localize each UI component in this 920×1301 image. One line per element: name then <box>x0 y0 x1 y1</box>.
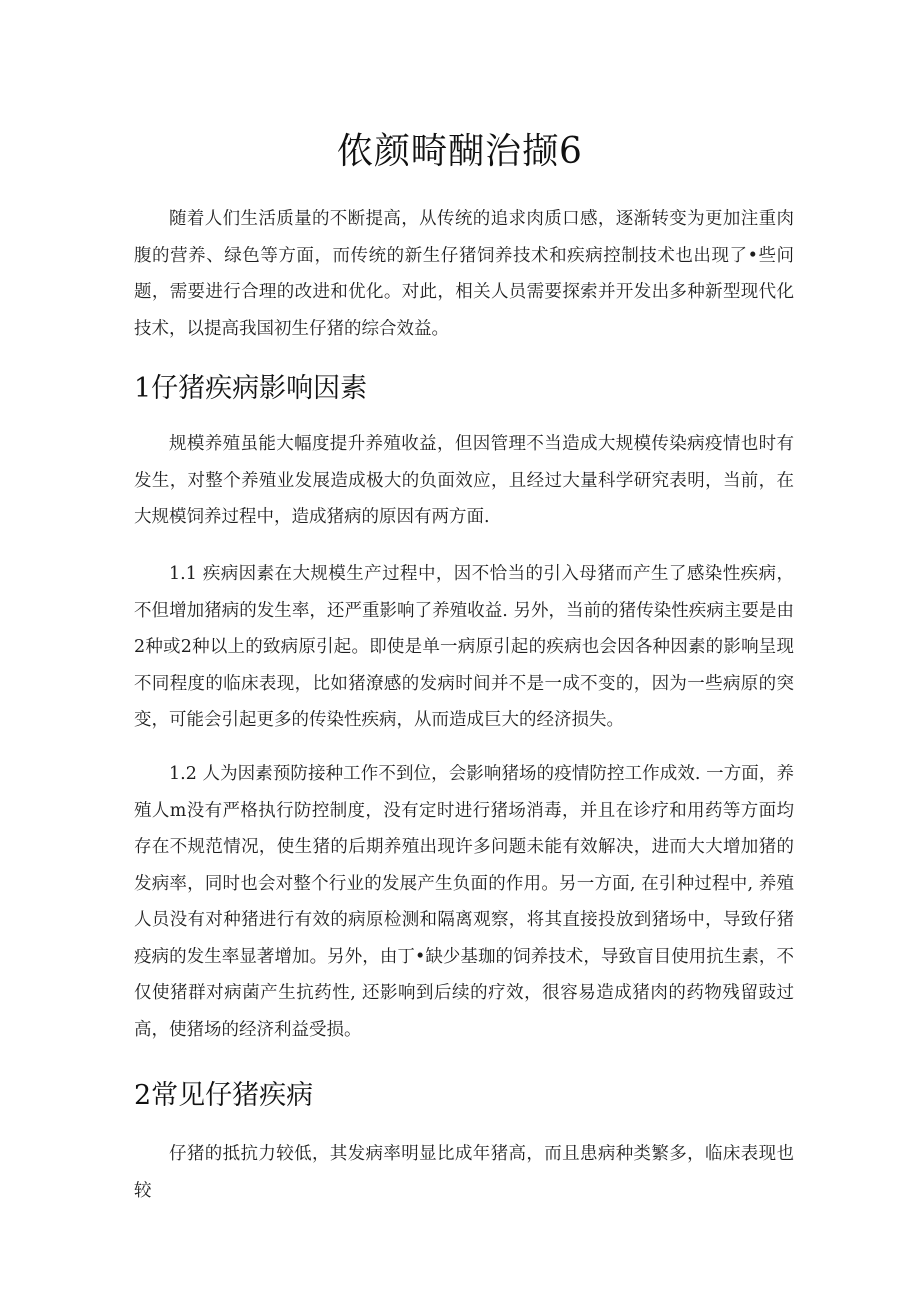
section-heading-1: 1仔猪疾病影响因素 <box>134 373 368 404</box>
section1-intro-paragraph: 规模养殖虽能大幅度提升养殖收益，但因管理不当造成大规模传染病疫情也时有发生，对整个养殖业发展造成极大的负面效应，且经过大量科学研究表明，当前，在大规模饲养过程中，造成猪病的原因有两方面. <box>134 434 794 527</box>
section2-intro-paragraph: 仔猪的抵抗力较低，其发病率明显比成年猪高，而且患病种类繁多，临床表现也较 <box>134 1144 794 1201</box>
document-title: 侬颜畸醐治撷6 <box>337 131 583 172</box>
section1-item1-paragraph: 1.1 疾病因素在大规模生产过程中，因不恰当的引入母猪而产生了感染性疾病，不但增加猪病的发生率，还严重影响了养殖收益. 另外，当前的猪传染性疾病主要是由2种或2种以上的致病原引起。即使是单一病原引起的疾病也会因各种因素的影响呈现不同程度的临床表现，比如猪潦感的发病时间并不是一成不变的，因为一些病原的突变，可能会引起更多的传染性疾病，从而造成巨大的经济损失。 <box>134 564 794 730</box>
section1-item2-paragraph: 1.2 人为因素预防接种工作不到位，会影响猪场的疫情防控工作成效. 一方面，养殖人m没有严格执行防控制度，没有定时进行猪场消毒，并且在诊疗和用药等方面均存在不规范情况，使生猪的后期养殖出现许多问题未能有效解决，进而大大增加猪的发病率，同时也会对整个行业的发展产生负面的作用。另一方面, 在引种过程中, 养殖人员没有对种猪进行有效的病原检测和隔离观察，将其直接投放到猪场中，导致仔猪疫病的发生率显著增加。另外，由丁•缺少基珈的饲养技术，导致盲目使用抗生素，不仅使猪群对病菌产生抗药性, 还影响到后续的疗效，很容易造成猪肉的药物残留豉过高，使猪场的经济利益受损。 <box>134 764 794 1040</box>
section-heading-2: 2常见仔猪疾病 <box>134 1080 314 1111</box>
intro-paragraph: 随着人们生活质量的不断提高，从传统的追求肉质口感，逐渐转变为更加注重肉腹的营养、绿色等方面，而传统的新生仔猪饲养技术和疾病控制技术也出现了•些问题，需要进行合理的改进和优化。对此，相关人员需要探索并开发出多种新型现代化技术，以提高我国初生仔猪的综合效益。 <box>134 209 794 339</box>
